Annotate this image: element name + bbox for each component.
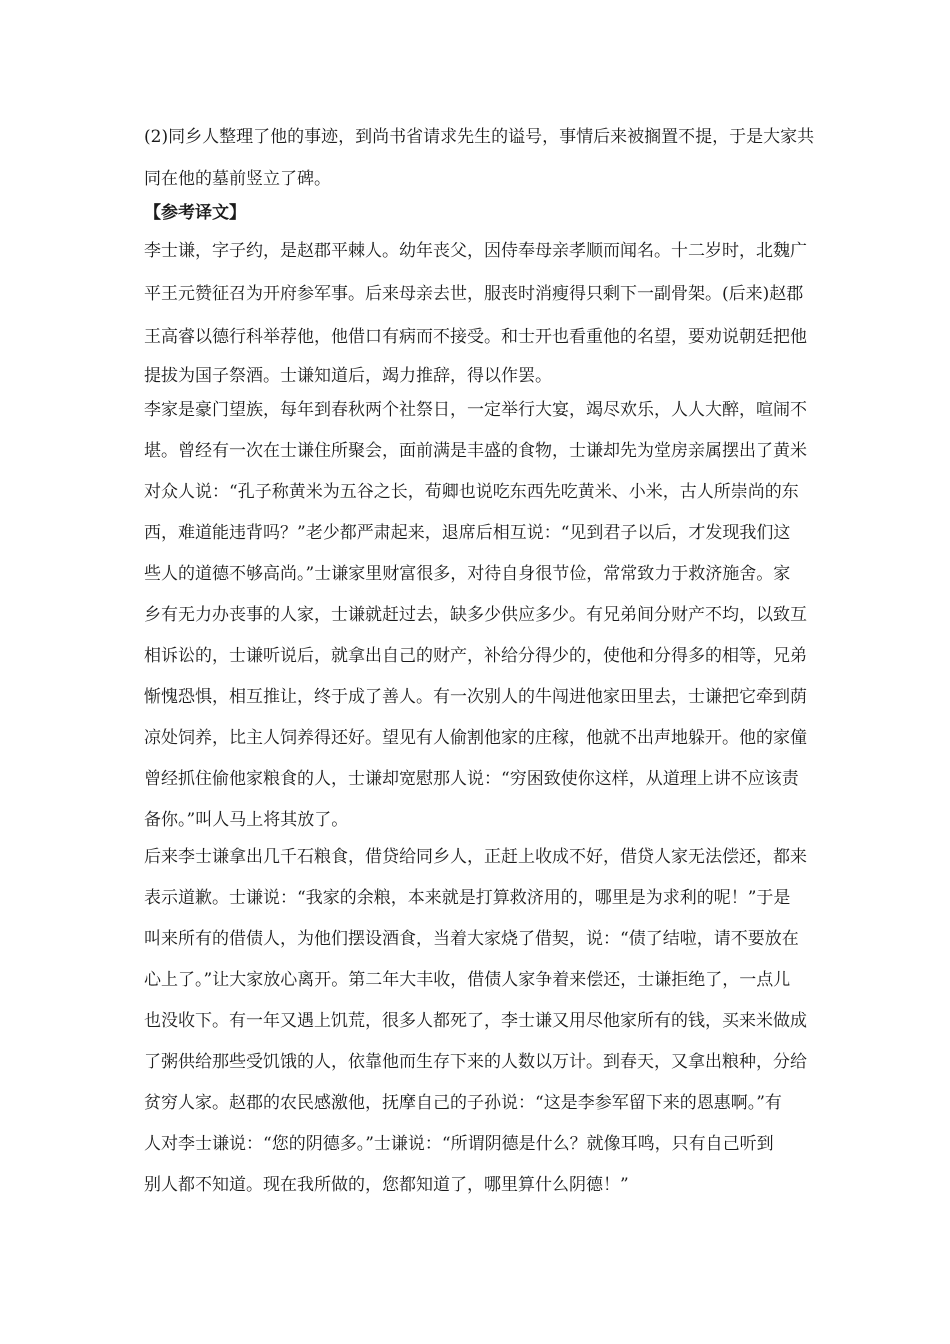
paragraph2-line: 备你。”叫人马上将其放了。 (144, 810, 349, 830)
paragraph3-line: 心上了。”让大家放心离开。第二年大丰收，借债人家争着来偿还，士谦拒绝了，一点儿 (144, 970, 791, 990)
paragraph1-line: 李士谦，字子约，是赵郡平棘人。幼年丧父，因侍奉母亲孝顺而闻名。十二岁时，北魏广 (144, 241, 807, 261)
paragraph2-line: 堪。曾经有一次在士谦住所聚会，面前满是丰盛的食物，士谦却先为堂房亲属摆出了黄米 (144, 441, 807, 461)
paragraph2-line: 曾经抓住偷他家粮食的人，士谦却宽慰那人说：“穷困致使你这样，从道理上讲不应该责 (144, 769, 799, 789)
paragraph3-line: 了粥供给那些受饥饿的人，依靠他而生存下来的人数以万计。到春天，又拿出粮种，分给 (144, 1052, 807, 1072)
paragraph3-line: 也没收下。有一年又遇上饥荒，很多人都死了，李士谦又用尽他家所有的钱，买来米做成 (144, 1011, 807, 1031)
note-line-1: (2)同乡人整理了他的事迹，到尚书省请求先生的谥号，事情后来被搁置不提，于是大家共 (144, 127, 815, 147)
paragraph1-line: 平王元赞征召为开府参军事。后来母亲去世，服丧时消瘦得只剩下一副骨架。(后来)赵郡 (144, 284, 804, 304)
paragraph2-line: 惭愧恐惧，相互推让，终于成了善人。有一次别人的牛闯进他家田里去，士谦把它牵到荫 (144, 687, 807, 707)
paragraph2-line: 乡有无力办丧事的人家，士谦就赶过去，缺多少供应多少。有兄弟间分财产不均，以致互 (144, 605, 807, 625)
paragraph2-line: 西，难道能违背吗？”老少都严肃起来，退席后相互说：“见到君子以后，才发现我们这 (144, 523, 791, 543)
paragraph1-line: 王高睿以德行科举荐他，他借口有病而不接受。和士开也看重他的名望，要劝说朝廷把他 (144, 327, 807, 347)
paragraph3-line: 叫来所有的借债人，为他们摆设酒食，当着大家烧了借契，说：“债了结啦，请不要放在 (144, 929, 799, 949)
paragraph3-line: 别人都不知道。现在我所做的，您都知道了，哪里算什么阴德！” (144, 1175, 629, 1195)
paragraph1-line: 提拔为国子祭酒。士谦知道后，竭力推辞，得以作罢。 (144, 366, 552, 386)
paragraph3-line: 人对李士谦说：“您的阴德多。”士谦说：“所谓阴德是什么？就像耳鸣，只有自己听到 (144, 1134, 774, 1154)
note-line-2: 同在他的墓前竖立了碑。 (144, 169, 331, 189)
paragraph3-line: 表示道歉。士谦说：“我家的余粮，本来就是打算救济用的，哪里是为求利的呢！”于是 (144, 888, 791, 908)
section-heading: 【参考译文】 (144, 203, 246, 223)
paragraph3-line: 后来李士谦拿出几千石粮食，借贷给同乡人，正赶上收成不好，借贷人家无法偿还，都来 (144, 847, 807, 867)
paragraph2-line: 凉处饲养，比主人饲养得还好。望见有人偷割他家的庄稼，他就不出声地躲开。他的家僮 (144, 728, 807, 748)
paragraph2-line: 李家是豪门望族，每年到春秋两个社祭日，一定举行大宴，竭尽欢乐，人人大醉，喧闹不 (144, 400, 807, 420)
paragraph2-line: 对众人说：“孔子称黄米为五谷之长，荀卿也说吃东西先吃黄米、小米，古人所崇尚的东 (144, 482, 799, 502)
paragraph3-line: 贫穷人家。赵郡的农民感激他，抚摩自己的子孙说：“这是李参军留下来的恩惠啊。”有 (144, 1093, 782, 1113)
paragraph2-line: 些人的道德不够高尚。”士谦家里财富很多，对待自身很节俭，常常致力于救济施舍。家 (144, 564, 791, 584)
paragraph2-line: 相诉讼的，士谦听说后，就拿出自己的财产，补给分得少的，使他和分得多的相等，兄弟 (144, 646, 807, 666)
